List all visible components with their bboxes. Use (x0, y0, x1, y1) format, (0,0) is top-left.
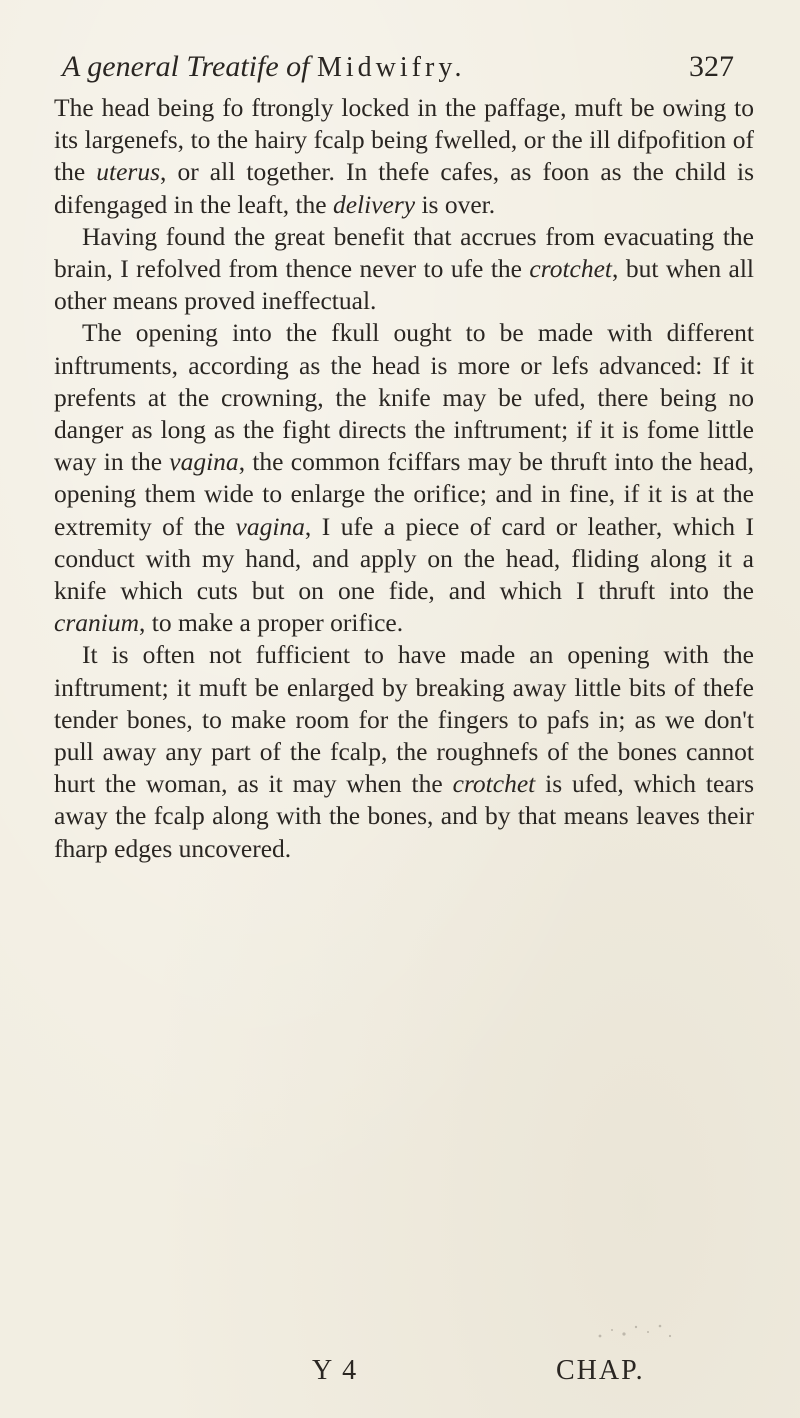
italic-term: crotchet (529, 254, 613, 284)
text-run: It is often not fufficient to have made an opening with the inftrument; it muft be enlarged by breaking away little bits of thefe tender bones, to make room for the fingers to pafs in; as we don't pull away any part of the fcalp, the roughnefs of the bones cannot hurt the woman, as it may when the (54, 640, 754, 799)
running-title-caps: Midwifry. (317, 52, 466, 83)
text-run: is ufed, which tears away the fcalp along with the bones, and by that means leaves their fharp edges uncovered. (54, 769, 755, 863)
text-run: , or all together. In thefe cafes, as foon as the child is difengaged in the leaft, the (54, 157, 754, 219)
text-run: , but when all other means proved ineffectual. (54, 254, 754, 316)
running-title-italic: A general Treatife of (62, 50, 317, 83)
paragraph (54, 639, 754, 864)
paragraph (54, 317, 754, 639)
italic-term: cranium (54, 608, 139, 638)
paragraph (54, 221, 754, 318)
text-run: The head being fo ftrongly locked in the paffage, muft be owing to its largenefs, to the hairy fcalp being fwelled, or the ill difpofition of the (54, 93, 754, 187)
running-header (62, 42, 742, 92)
italic-term: vagina (235, 511, 305, 541)
page-number: 327 (689, 50, 734, 83)
italic-term: vagina (169, 447, 239, 477)
italic-term: delivery (332, 189, 416, 219)
signature-mark: Y 4 (312, 1355, 359, 1386)
text-run: is over. (415, 189, 496, 219)
italic-term: crotchet (452, 769, 536, 799)
text-run: The opening into the fkull ought to be made with different inftruments, according as the head is more or lefs advanced: If it prefents at the crowning, the knife may be ufed, there being no danger as long as the fight directs the inftrument; if it is fome little way in the (54, 318, 754, 477)
catchword: CHAP. (556, 1355, 645, 1386)
paragraph (54, 92, 754, 221)
text-run: , to make a proper orifice. (139, 608, 404, 638)
text-run: , the common fciffars may be thruft into the head, opening them wide to enlarge the orifice; and in fine, if it is at the extremity of the (54, 447, 754, 541)
page-footer (0, 1355, 800, 1395)
ink-blot-mark (590, 1318, 680, 1344)
text-run: Having found the great benefit that accrues from evacuating the brain, I refolved from thence never to ufe the (54, 221, 754, 284)
text-run: , I ufe a piece of card or leather, which I conduct with my hand, and apply on the head, fliding along it a knife which cuts but on one fide, and which I thruft into the (54, 511, 754, 606)
body-text (54, 92, 754, 865)
italic-term: uterus (96, 157, 160, 187)
